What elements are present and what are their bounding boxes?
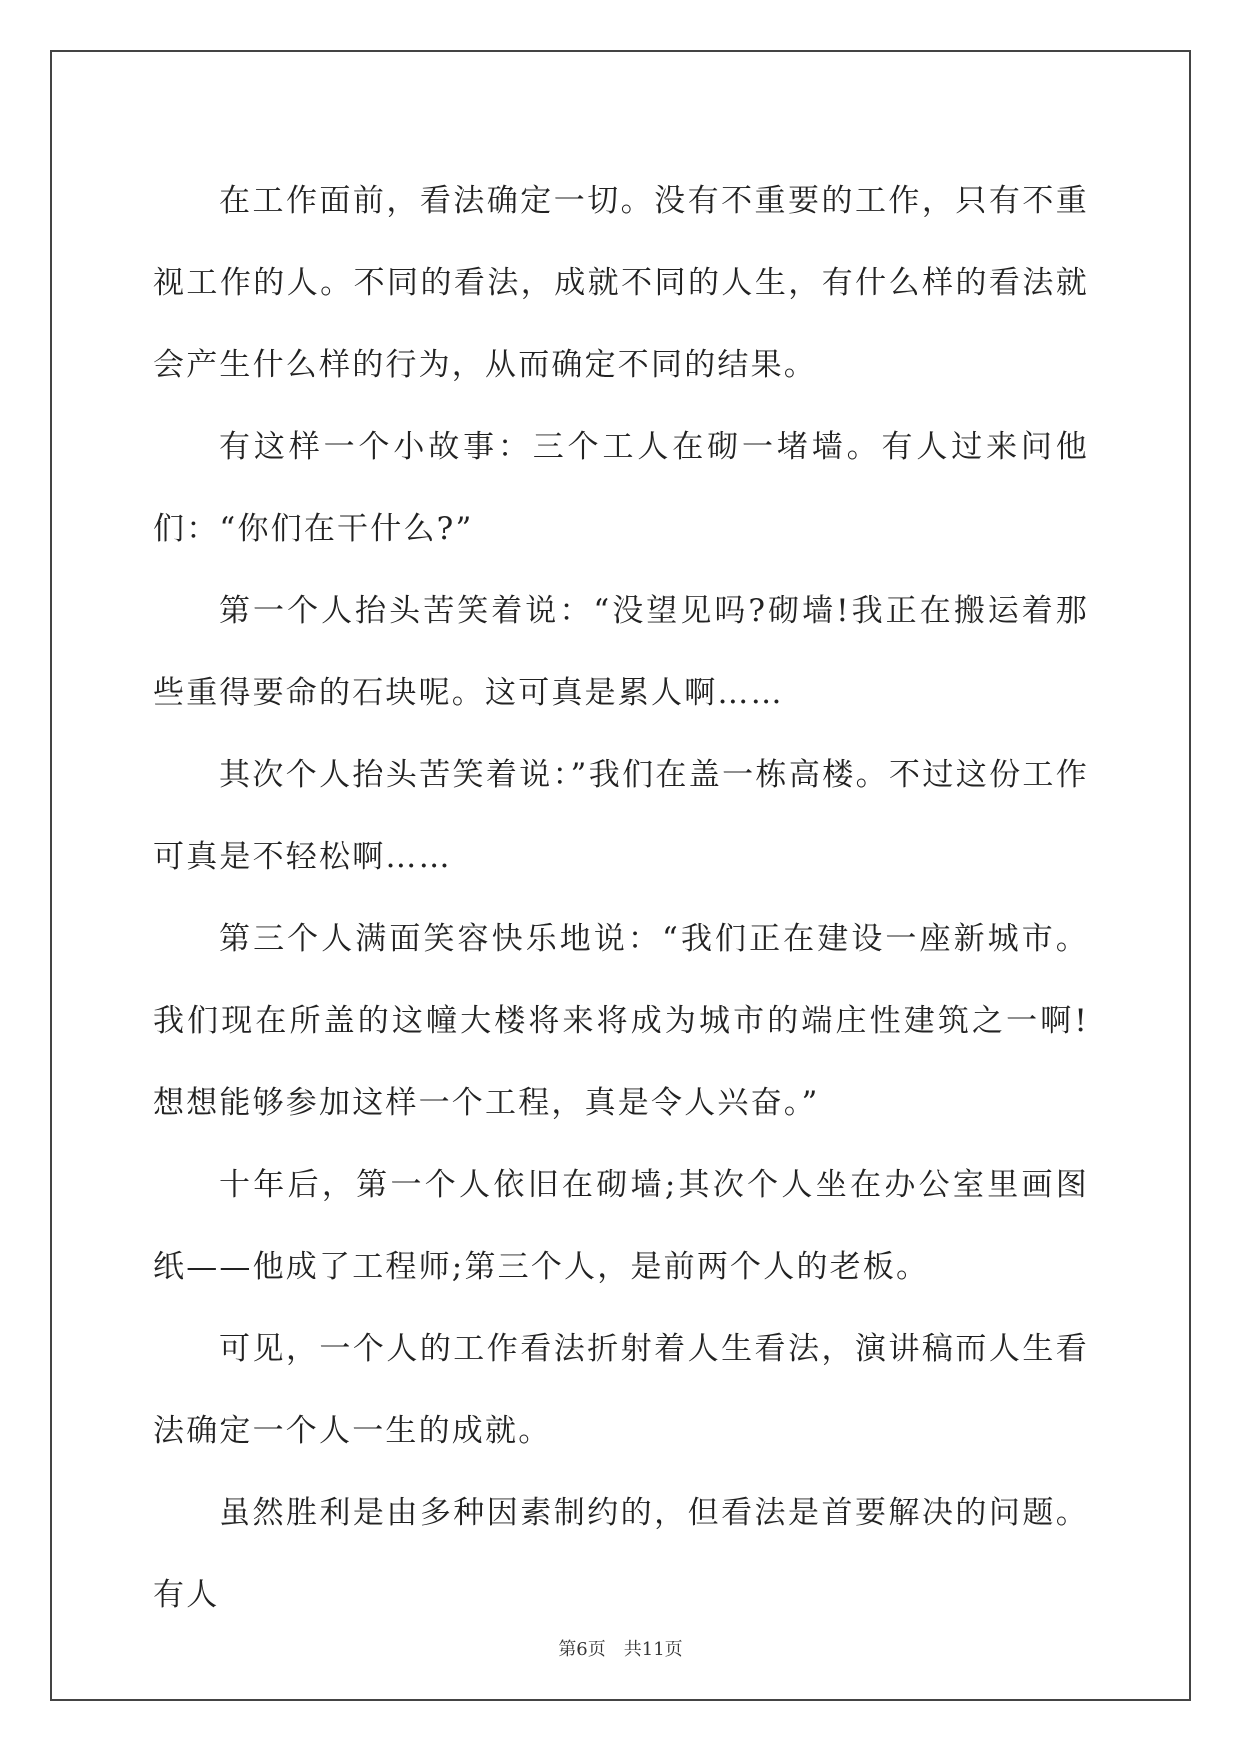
paragraph-7: 可见，一个人的工作看法折射着人生看法，演讲稿而人生看法确定一个人一生的成就。 [153,1331,1089,1449]
paragraph-8: 虽然胜利是由多种因素制约的，但看法是首要解决的问题。有人 [153,1495,1089,1613]
page-number: 第6页 [558,1639,606,1660]
paragraph-6: 十年后，第一个人依旧在砌墙;其次个人坐在办公室里画图纸——他成了工程师;第三个人，是前两个人的老板。 [153,1167,1089,1285]
paragraph-3: 第一个人抬头苦笑着说：“没望见吗?砌墙!我正在搬运着那些重得要命的石块呢。这可真是累人啊…… [153,593,1089,711]
paragraph-1: 在工作面前，看法确定一切。没有不重要的工作，只有不重视工作的人。不同的看法，成就不同的人生，有什么样的看法就会产生什么样的行为，从而确定不同的结果。 [153,183,1089,383]
page-total: 共11页 [623,1639,683,1660]
paragraph-5: 第三个人满面笑容快乐地说：“我们正在建设一座新城市。我们现在所盖的这幢大楼将来将成为城市的端庄性建筑之一啊!想想能够参加这样一个工程，真是令人兴奋。” [153,921,1089,1121]
paragraph-2: 有这样一个小故事：三个工人在砌一堵墙。有人过来问他们：“你们在干什么?” [153,429,1089,547]
paragraph-4: 其次个人抬头苦笑着说：”我们在盖一栋高楼。不过这份工作可真是不轻松啊…… [153,757,1089,875]
document-body [153,160,1089,1636]
page-footer [0,1635,1241,1661]
